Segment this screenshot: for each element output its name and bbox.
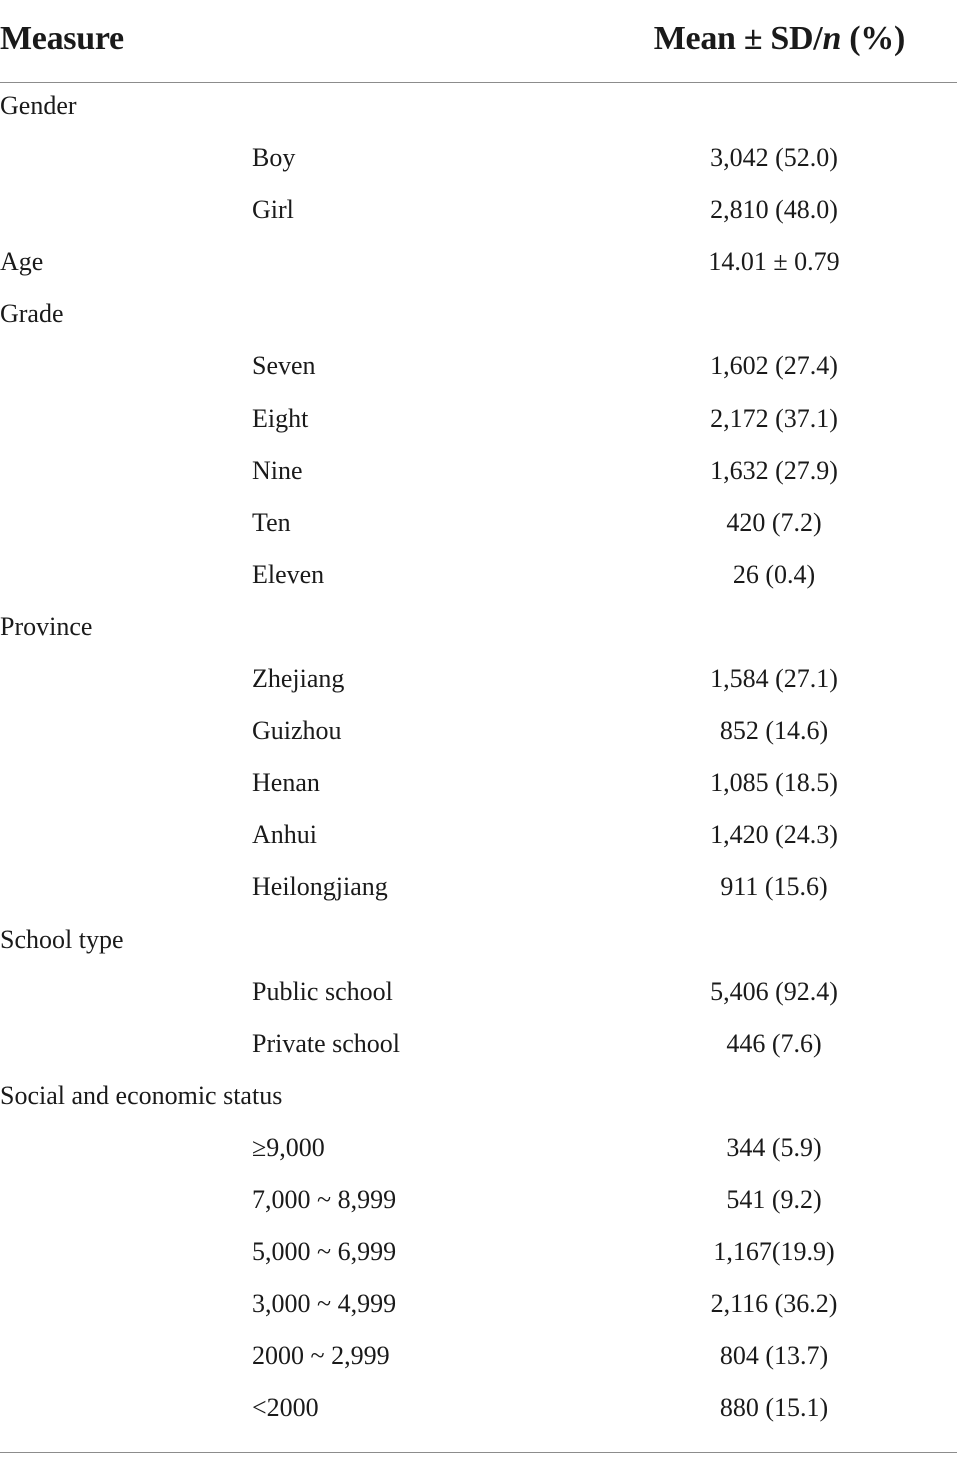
category-label: Social and economic status <box>0 1080 283 1110</box>
table-row <box>0 134 957 186</box>
row-label: Zhejiang <box>252 664 345 694</box>
row-value: 2,116 (36.2) <box>710 1289 838 1319</box>
table-row-category <box>0 238 957 290</box>
table-row <box>0 186 957 238</box>
row-label: Henan <box>252 768 320 798</box>
table-row-category <box>0 82 957 134</box>
row-label: Guizhou <box>252 716 342 746</box>
table-row <box>0 447 957 499</box>
row-value: 5,406 (92.4) <box>710 976 838 1006</box>
row-value: 3,042 (52.0) <box>710 143 838 173</box>
row-label: <2000 <box>252 1393 319 1423</box>
row-label: Girl <box>252 195 294 225</box>
category-label: Province <box>0 611 93 641</box>
header-measure: Measure <box>0 20 124 57</box>
row-value: 14.01 ± 0.79 <box>708 247 840 277</box>
row-label: Boy <box>252 143 296 173</box>
row-value: 852 (14.6) <box>719 716 829 746</box>
table-header <box>0 0 957 83</box>
table-row <box>0 863 957 915</box>
row-value: 2,810 (48.0) <box>710 195 838 225</box>
row-label: 5,000 ~ 6,999 <box>252 1237 397 1267</box>
table-body <box>0 82 957 1436</box>
row-label: Ten <box>252 507 291 537</box>
header-stat-italic: n <box>822 20 842 57</box>
table-row <box>0 707 957 759</box>
table-row <box>0 811 957 863</box>
row-value: 1,085 (18.5) <box>710 768 838 798</box>
row-label: Eight <box>252 403 309 433</box>
row-value: 1,584 (27.1) <box>710 664 838 694</box>
row-value: 1,632 (27.9) <box>710 455 838 485</box>
header-stat-suffix: (%) <box>841 20 905 57</box>
header-statistic <box>654 20 905 58</box>
row-value: 1,602 (27.4) <box>710 351 838 381</box>
table-row <box>0 1280 957 1332</box>
row-label: ≥9,000 <box>252 1132 325 1162</box>
table-row <box>0 655 957 707</box>
table-row <box>0 1332 957 1384</box>
row-value: 1,167(19.9) <box>713 1237 835 1267</box>
category-label: Grade <box>0 299 64 329</box>
table-row <box>0 1228 957 1280</box>
table-row-category <box>0 1072 957 1124</box>
table-row <box>0 395 957 447</box>
row-label: 3,000 ~ 4,999 <box>252 1289 397 1319</box>
row-label: 7,000 ~ 8,999 <box>252 1184 397 1214</box>
row-label: Private school <box>252 1028 401 1058</box>
row-value: 26 (0.4) <box>732 559 816 589</box>
row-label: 2000 ~ 2,999 <box>252 1341 390 1371</box>
row-label: Heilongjiang <box>252 872 388 902</box>
table-row-category <box>0 290 957 342</box>
table-bottom-rule <box>0 1452 957 1453</box>
category-label: School type <box>0 924 124 954</box>
row-label: Public school <box>252 976 393 1006</box>
table-row <box>0 1124 957 1176</box>
row-value: 911 (15.6) <box>720 872 828 902</box>
table-row <box>0 968 957 1020</box>
row-value: 541 (9.2) <box>726 1184 822 1214</box>
row-label: Anhui <box>252 820 317 850</box>
category-label: Age <box>0 247 44 277</box>
row-value: 880 (15.1) <box>719 1393 829 1423</box>
table-row <box>0 499 957 551</box>
table-row <box>0 551 957 603</box>
table-row <box>0 1176 957 1228</box>
table-row <box>0 342 957 394</box>
table-row-category <box>0 603 957 655</box>
table-row <box>0 759 957 811</box>
row-value: 446 (7.6) <box>726 1028 822 1058</box>
table-row <box>0 1384 957 1436</box>
category-label: Gender <box>0 91 77 120</box>
row-value: 1,420 (24.3) <box>710 820 838 850</box>
row-value: 804 (13.7) <box>719 1341 829 1371</box>
row-value: 420 (7.2) <box>726 507 822 537</box>
row-value: 344 (5.9) <box>726 1132 822 1162</box>
row-value: 2,172 (37.1) <box>710 403 838 433</box>
table-row-category <box>0 916 957 968</box>
header-stat-prefix: Mean ± SD/ <box>653 20 823 57</box>
row-label: Nine <box>252 455 303 485</box>
row-label: Seven <box>252 351 316 381</box>
table-row <box>0 1020 957 1072</box>
row-label: Eleven <box>252 559 325 589</box>
